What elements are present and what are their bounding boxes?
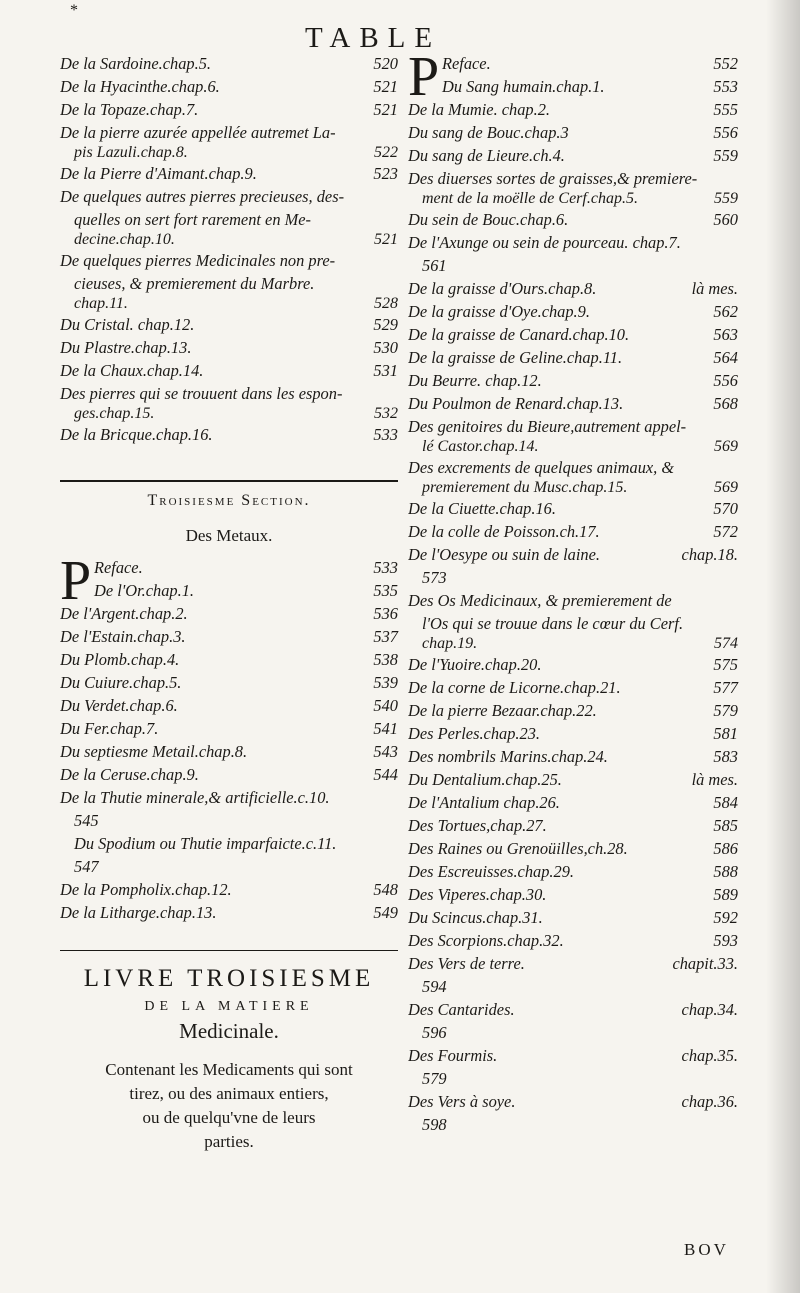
entry-title: De la Litharge.chap.13.	[60, 903, 217, 922]
entry-title: De la graisse de Geline.chap.11.	[408, 348, 623, 367]
page-number: 540	[373, 696, 398, 715]
chapter-ref: chap.34.	[681, 1000, 738, 1019]
entry-title: Des nombrils Marins.chap.24.	[408, 747, 608, 766]
toc-entry-oesype	[408, 543, 738, 566]
page-number: 563	[713, 325, 738, 344]
toc-entry	[60, 75, 398, 98]
toc-entry-vers-terre	[408, 952, 738, 975]
toc-entry	[408, 653, 738, 676]
page-number: 577	[713, 678, 738, 697]
page-number: 530	[373, 338, 398, 357]
entry-title: Du Verdet.chap.6.	[60, 696, 178, 715]
toc-entry	[60, 336, 398, 359]
entry-line: Des genitoires du Bieure,autrement appel-	[408, 417, 687, 436]
right-entries-b	[408, 277, 738, 415]
page-number: 520	[373, 54, 398, 73]
entry-line: De l'Axunge ou sein de pourceau. chap.7.	[408, 233, 681, 252]
toc-entry-medicinales	[60, 249, 398, 313]
page-number: 522	[374, 144, 398, 161]
running-title: TABLE	[305, 22, 442, 54]
preface-animaux	[408, 46, 738, 108]
chapter-ref: chap.35.	[681, 1046, 738, 1065]
entry-line: De quelques autres pierres precieuses, des-	[60, 187, 345, 206]
toc-entry-os	[408, 589, 738, 653]
page-number: 544	[373, 765, 398, 784]
toc-entry	[60, 763, 398, 786]
catchword: BOV	[684, 1240, 729, 1259]
entry-title: Du Dentalium.chap.25.	[408, 770, 562, 789]
entry-title: Du septiesme Metail.chap.8.	[60, 742, 248, 761]
entry-title: De la graisse d'Ours.chap.8.	[408, 279, 597, 298]
toc-entry-thutie	[60, 786, 398, 832]
book-description-line: tirez, ou des animaux entiers,	[129, 1084, 329, 1103]
entry-title: De la Ciuette.chap.16.	[408, 499, 556, 518]
entry-title: De l'Estain.chap.3.	[60, 627, 186, 646]
entry-title: De la Ceruse.chap.9.	[60, 765, 199, 784]
entry-line: quelles on sert fort rarement en Me-	[74, 210, 312, 229]
entry-line: pis Lazuli.chap.8.	[74, 144, 188, 161]
preface-metaux	[60, 550, 398, 612]
page-number: 592	[713, 908, 738, 927]
section-subtitle: Des Metaux.	[185, 526, 273, 545]
toc-entry	[408, 144, 738, 167]
entry-title: Reface.	[94, 558, 143, 577]
page-number: 568	[713, 394, 738, 413]
entry-title: Des Cantarides.	[408, 1000, 515, 1019]
toc-entry-excrements	[408, 456, 738, 497]
toc-entry	[408, 121, 738, 144]
left-entries-top	[60, 52, 398, 121]
entry-title: De la Hyacinthe.chap.6.	[60, 77, 220, 96]
entry-title: De la graisse d'Oye.chap.9.	[408, 302, 590, 321]
page-number: 588	[713, 862, 738, 881]
toc-entry	[408, 860, 738, 883]
page-number: 553	[713, 77, 738, 96]
right-entries-c	[408, 497, 738, 543]
right-column	[408, 46, 738, 1136]
book-title: LIVRE TROISIESME	[83, 965, 375, 992]
entry-title: Des Tortues,chap.27.	[408, 816, 547, 835]
page-number: 543	[373, 742, 398, 761]
book-subtitle: DE LA MATIERE	[144, 999, 314, 1014]
entry-line: De la Thutie minerale,& artificielle.c.10.	[60, 788, 330, 807]
toc-entry-bricque	[60, 423, 398, 446]
toc-entry-esponges	[60, 382, 398, 423]
entry-title: Des Fourmis.	[408, 1046, 498, 1065]
left-entries-metaux	[60, 602, 398, 786]
entry-title: De la Chaux.chap.14.	[60, 361, 204, 380]
page-number: 569	[714, 479, 738, 496]
toc-entry	[60, 98, 398, 121]
page-number: 575	[713, 655, 738, 674]
toc-entry	[408, 699, 738, 722]
toc-entry	[408, 497, 738, 520]
entry-title: De la pierre Bezaar.chap.22.	[408, 701, 597, 720]
entry-title: De la Pierre d'Aimant.chap.9.	[60, 164, 257, 183]
entry-title: Des Vers à soye.	[408, 1092, 516, 1111]
toc-entry	[408, 722, 738, 745]
page-number: 549	[373, 903, 398, 922]
toc-entry	[60, 625, 398, 648]
entry-line: De la pierre azurée appellée autremet La-	[60, 123, 336, 142]
page-number: 564	[713, 348, 738, 367]
entry-line: Du Spodium ou Thutie imparfaicte.c.11.	[74, 834, 337, 853]
page-number: 531	[373, 361, 398, 380]
entry-line: lé Castor.chap.14.	[422, 438, 539, 455]
entry-title: Des Scorpions.chap.32.	[408, 931, 564, 950]
entry-line: ges.chap.15.	[74, 405, 155, 422]
page-number: 583	[713, 747, 738, 766]
right-entries-a	[408, 98, 738, 167]
toc-entry	[60, 901, 398, 924]
drop-cap: P	[60, 550, 92, 612]
toc-entry-spodium	[60, 832, 398, 878]
toc-entry	[408, 98, 738, 121]
page-number: là mes.	[691, 770, 738, 789]
entry-title: Du Poulmon de Renard.chap.13.	[408, 394, 624, 413]
page-number: 541	[373, 719, 398, 738]
entry-title: De la graisse de Canard.chap.10.	[408, 325, 630, 344]
page-number: 570	[713, 499, 738, 518]
page-number: 537	[373, 627, 398, 646]
page-number: 559	[713, 146, 738, 165]
chapter-ref: chap.18.	[681, 545, 738, 564]
entry-title: Du Scincus.chap.31.	[408, 908, 543, 927]
page-number: 556	[713, 123, 738, 142]
page-spine-shadow	[766, 0, 800, 1293]
page-number: 579	[422, 1069, 447, 1088]
page-number: 584	[713, 793, 738, 812]
page-number: 560	[713, 210, 738, 229]
chapter-ref: chap.36.	[681, 1092, 738, 1111]
entry-title: Du Plomb.chap.4.	[60, 650, 180, 669]
entry-title: De la colle de Poisson.ch.17.	[408, 522, 600, 541]
entry-title: Du sang de Lieure.ch.4.	[408, 146, 565, 165]
page-number: 573	[422, 568, 447, 587]
entry-title: Des Viperes.chap.30.	[408, 885, 547, 904]
page-number: 536	[373, 604, 398, 623]
entry-line: premierement du Musc.chap.15.	[422, 479, 628, 496]
entry-title: Du Sang humain.chap.1.	[442, 77, 605, 96]
entry-title: De la Mumie. chap.2.	[408, 100, 551, 119]
entry-title: De l'Antalium chap.26.	[408, 793, 560, 812]
page-number: 539	[373, 673, 398, 692]
page-number: là mes.	[691, 279, 738, 298]
page-number: 579	[713, 701, 738, 720]
toc-entry	[60, 648, 398, 671]
entry-title: Des Perles.chap.23.	[408, 724, 541, 743]
page-number: 561	[422, 256, 447, 275]
page-number: 552	[713, 54, 738, 73]
entry-line: ment de la moëlle de Cerf.chap.5.	[422, 190, 638, 207]
toc-entry-lapis	[60, 121, 398, 162]
toc-entry-axunge	[408, 231, 738, 277]
entry-title: Des Raines ou Grenoüilles,ch.28.	[408, 839, 628, 858]
page-number: 585	[713, 816, 738, 835]
left-entries-mid	[60, 313, 398, 382]
page-number: 586	[713, 839, 738, 858]
toc-entry	[408, 745, 738, 768]
entry-line: cieuses, & premierement du Marbre.	[74, 274, 315, 293]
toc-entry	[408, 929, 738, 952]
page-number: 559	[714, 190, 738, 207]
toc-entry	[60, 878, 398, 901]
toc-entry	[60, 359, 398, 382]
toc-entry	[60, 52, 398, 75]
toc-entry	[408, 906, 738, 929]
page-number: 581	[713, 724, 738, 743]
section-divider	[60, 480, 398, 482]
page-number: 572	[713, 522, 738, 541]
toc-entry	[60, 717, 398, 740]
toc-entry	[408, 392, 738, 415]
page-number: 521	[374, 231, 398, 248]
toc-entry	[408, 791, 738, 814]
entry-line: De quelques pierres Medicinales non pre-	[60, 251, 336, 270]
toc-entry-vers-soye	[408, 1090, 738, 1113]
page-number: 521	[373, 77, 398, 96]
entry-title: Du sang de Bouc.chap.3	[408, 123, 569, 142]
entry-title: De la Bricque.chap.16.	[60, 425, 213, 444]
entry-title: De l'Or.chap.1.	[94, 581, 195, 600]
toc-entry-precieuses	[60, 185, 398, 249]
toc-entry-graisses	[408, 167, 738, 208]
page-number: 548	[373, 880, 398, 899]
toc-entry	[408, 346, 738, 369]
entry-title: De la Sardoine.chap.5.	[60, 54, 211, 73]
toc-entry	[408, 277, 738, 300]
entry-title: Du Beurre. chap.12.	[408, 371, 542, 390]
page-number: 533	[373, 558, 398, 577]
toc-entry-cantarides	[408, 998, 738, 1021]
toc-entry	[60, 313, 398, 336]
toc-entry	[60, 671, 398, 694]
entry-title: Reface.	[442, 54, 491, 73]
entry-title: De l'Yuoire.chap.20.	[408, 655, 542, 674]
entry-title: Des Vers de terre.	[408, 954, 525, 973]
toc-entry	[60, 602, 398, 625]
page-number: 547	[74, 857, 99, 876]
page-number: 533	[373, 425, 398, 444]
page-number: 593	[713, 931, 738, 950]
page-number: 589	[713, 885, 738, 904]
entry-line: Des excrements de quelques animaux, &	[408, 458, 675, 477]
page-number: 569	[714, 438, 738, 455]
toc-entry-sein-bouc	[408, 208, 738, 231]
page-number: 528	[374, 295, 398, 312]
page-number: 555	[713, 100, 738, 119]
toc-entry	[60, 694, 398, 717]
right-entries-d	[408, 653, 738, 952]
toc-entry-fourmis	[408, 1044, 738, 1067]
drop-cap: P	[408, 46, 440, 108]
page-number: 521	[373, 100, 398, 119]
entry-title: De l'Argent.chap.2.	[60, 604, 188, 623]
entry-title: Du Cristal. chap.12.	[60, 315, 195, 334]
page-number: 556	[713, 371, 738, 390]
toc-entry-aimant	[60, 162, 398, 185]
entry-line: chap.19.	[422, 635, 478, 652]
toc-entry	[60, 740, 398, 763]
book-description-line: parties.	[204, 1132, 254, 1151]
page-number: 529	[373, 315, 398, 334]
toc-entry	[408, 837, 738, 860]
toc-entry	[408, 520, 738, 543]
entry-line: Des pierres qui se trouuent dans les espon-	[60, 384, 343, 403]
page-number: 535	[373, 581, 398, 600]
entry-line: Des Os Medicinaux, & premierement de	[408, 591, 672, 610]
page-number: 532	[374, 405, 398, 422]
page-number: 598	[422, 1115, 447, 1134]
chapter-ref: chapit.33.	[672, 954, 738, 973]
toc-entry	[408, 768, 738, 791]
entry-title: De la Pompholix.chap.12.	[60, 880, 232, 899]
entry-title: De la Topaze.chap.7.	[60, 100, 199, 119]
book-subtitle-2: Medicinale.	[179, 1019, 279, 1043]
toc-entry-bieure	[408, 415, 738, 456]
page-number: 574	[714, 635, 738, 652]
entry-title: Du Fer.chap.7.	[60, 719, 159, 738]
entry-title: Des Escreuisses.chap.29.	[408, 862, 575, 881]
toc-entry	[408, 323, 738, 346]
entry-line: l'Os qui se trouue dans le cœur du Cerf.	[422, 614, 684, 633]
entry-title: Du sein de Bouc.chap.6.	[408, 210, 569, 229]
page-number: 538	[373, 650, 398, 669]
page-number: 596	[422, 1023, 447, 1042]
toc-entry	[408, 676, 738, 699]
section-title: Troisiesme Section.	[147, 492, 311, 509]
entry-title: Du Cuiure.chap.5.	[60, 673, 182, 692]
book-description	[60, 1058, 398, 1154]
left-entries-end	[60, 878, 398, 924]
toc-entry	[408, 300, 738, 323]
left-column	[60, 52, 398, 1154]
page-number: 545	[74, 811, 99, 830]
entry-title: De l'Oesype ou suin de laine.	[408, 545, 600, 564]
page-number: 523	[373, 164, 398, 183]
toc-entry	[408, 883, 738, 906]
page-number: 594	[422, 977, 447, 996]
book-description-line: Contenant les Medicaments qui sont	[105, 1060, 353, 1079]
toc-entry	[408, 814, 738, 837]
entry-line: chap.11.	[74, 295, 128, 312]
entry-line: decine.chap.10.	[74, 231, 175, 248]
book-description-line: ou de quelqu'vne de leurs	[142, 1108, 316, 1127]
toc-entry	[408, 369, 738, 392]
header-mark: *	[70, 2, 78, 19]
entry-line: Des diuerses sortes de graisses,& premiere-	[408, 169, 698, 188]
entry-title: Du Plastre.chap.13.	[60, 338, 192, 357]
entry-title: De la corne de Licorne.chap.21.	[408, 678, 621, 697]
page-number: 562	[713, 302, 738, 321]
book-divider	[60, 950, 398, 951]
